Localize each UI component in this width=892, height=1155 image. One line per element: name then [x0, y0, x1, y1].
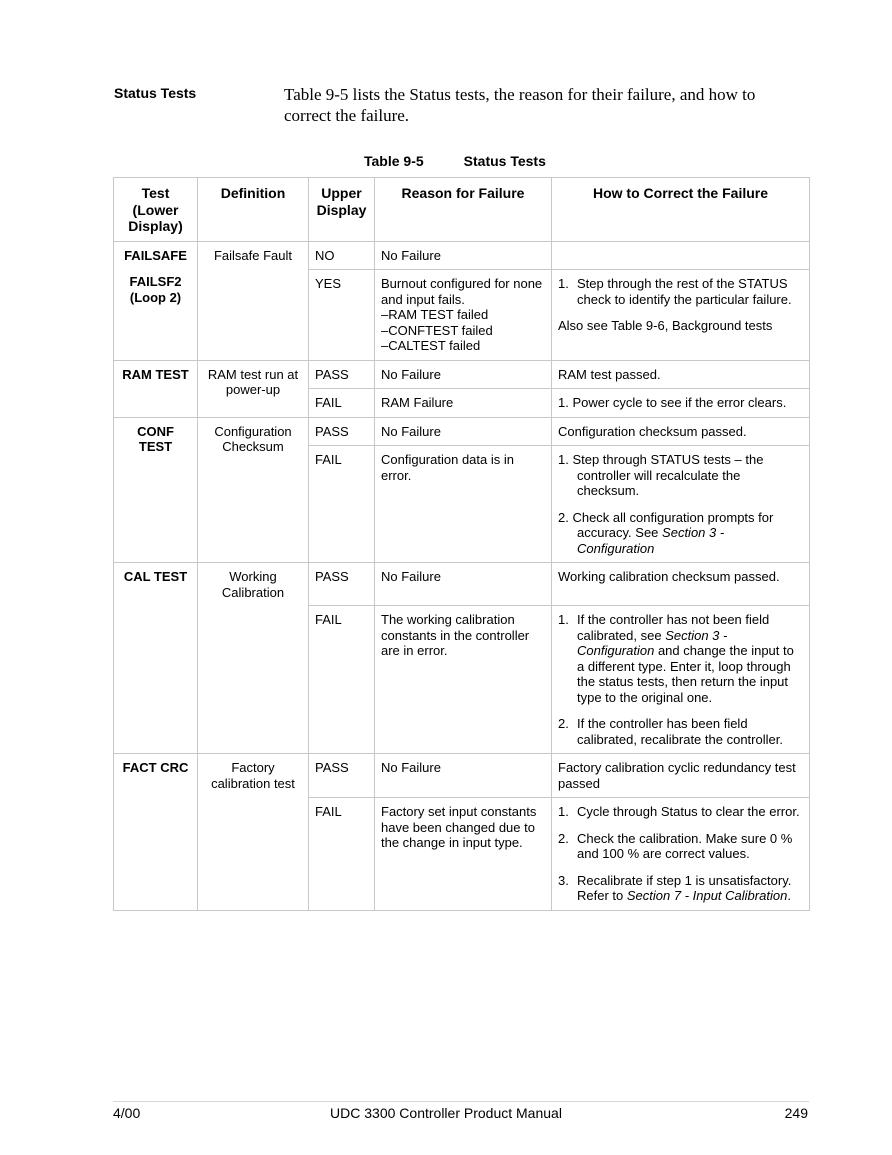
header-test: Test (Lower Display): [114, 178, 198, 242]
upper-display-cell: NO: [309, 241, 375, 270]
reason-line: –CALTEST failed: [381, 338, 481, 353]
correction-step: 2. If the controller has been field calibrated, recalibrate the controller.: [558, 716, 783, 747]
footer-date: 4/00: [113, 1105, 141, 1121]
correction-cell: Factory calibration cyclic redundancy test passed: [552, 754, 810, 798]
upper-display-cell: FAIL: [309, 389, 375, 418]
correction-cell: RAM test passed.: [552, 360, 810, 389]
correction-cell: [552, 606, 810, 754]
correction-step: 1. Cycle through Status to clear the error.: [558, 804, 800, 819]
correction-cell: [552, 446, 810, 563]
correction-note: Also see Table 9-6, Background tests: [558, 318, 773, 333]
correction-step: 1. Step through the rest of the STATUS check to identify the particular failure.: [558, 276, 792, 307]
table-caption-title: Status Tests: [463, 153, 546, 169]
test-cell-ram: RAM TEST: [114, 360, 198, 417]
reason-cell: Configuration data is in error.: [375, 446, 552, 563]
table-row: [114, 754, 810, 798]
header-reason: Reason for Failure: [375, 178, 552, 242]
upper-display-cell: PASS: [309, 360, 375, 389]
header-definition: Definition: [198, 178, 309, 242]
definition-cell: Failsafe Fault: [198, 241, 309, 360]
table-row: [114, 241, 810, 270]
test-cell-cal: CAL TEST: [114, 563, 198, 754]
reason-cell: No Failure: [375, 360, 552, 389]
upper-display-cell: YES: [309, 270, 375, 361]
header-correction: How to Correct the Failure: [552, 178, 810, 242]
correction-step: 2. Check all configuration prompts for accuracy. See Section 3 - Configuration: [558, 509, 774, 556]
correction-step: 1. Step through STATUS tests – the controller will recalculate the checksum.: [558, 452, 764, 498]
reason-line: –CONFTEST failed: [381, 322, 493, 338]
correction-cell: [552, 798, 810, 911]
reason-cell: [375, 270, 552, 361]
upper-display-cell: PASS: [309, 754, 375, 798]
correction-cell: [552, 241, 810, 270]
reason-cell: Factory set input constants have been changed due to the change in input type.: [375, 798, 552, 911]
table-header-row: [114, 178, 810, 242]
footer-page-number: 249: [784, 1105, 808, 1121]
footer-title: UDC 3300 Controller Product Manual: [330, 1105, 562, 1121]
correction-cell: [552, 270, 810, 361]
reason-line: Burnout configured for none and input fails.: [381, 276, 543, 307]
header-upper-display: Upper Display: [309, 178, 375, 242]
reason-cell: No Failure: [375, 241, 552, 270]
test-name-loop2: FAILSF2 (Loop 2): [129, 274, 182, 305]
reason-cell: No Failure: [375, 417, 552, 446]
table-caption: [364, 153, 546, 169]
correction-cell: Working calibration checksum passed.: [552, 563, 810, 606]
section-reference: Section 3 - Configuration: [577, 525, 725, 556]
table-row: [114, 563, 810, 606]
definition-cell: Working Calibration: [198, 563, 309, 754]
upper-display-cell: FAIL: [309, 606, 375, 754]
status-tests-table: [113, 177, 810, 911]
definition-cell: RAM test run at power-up: [198, 360, 309, 417]
definition-cell: Configuration Checksum: [198, 417, 309, 563]
section-heading: Status Tests: [114, 85, 197, 101]
footer-divider: [113, 1101, 809, 1102]
correction-cell: Configuration checksum passed.: [552, 417, 810, 446]
section-reference: Section 3 - Configuration: [577, 627, 728, 658]
reason-line: –RAM TEST failed: [381, 307, 489, 322]
table-row: [114, 360, 810, 389]
table-row: [114, 417, 810, 446]
correction-step: 2. Check the calibration. Make sure 0 % and 100 % are correct values.: [558, 830, 793, 861]
upper-display-cell: PASS: [309, 417, 375, 446]
test-cell-failsafe: [114, 241, 198, 360]
test-name: FAILSAFE: [124, 247, 187, 263]
reason-cell: RAM Failure: [375, 389, 552, 418]
correction-cell: 1. Power cycle to see if the error clears.: [552, 389, 810, 418]
correction-step: 1. If the controller has not been field calibrated, see Section 3 - Configuration and change the input to a different type. Enter it, loop through the status tests, then return the input type to the original one.: [558, 612, 794, 705]
upper-display-cell: FAIL: [309, 798, 375, 911]
section-reference: Section 7 - Input Calibration: [626, 888, 788, 903]
upper-display-cell: PASS: [309, 563, 375, 606]
upper-display-cell: FAIL: [309, 446, 375, 563]
definition-cell: Factory calibration test: [198, 754, 309, 911]
table-caption-number: Table 9-5: [364, 153, 424, 169]
test-cell-conf: CONF TEST: [114, 417, 198, 563]
test-cell-fact: FACT CRC: [114, 754, 198, 911]
correction-step: 3. Recalibrate if step 1 is unsatisfactory. Refer to Section 7 - Input Calibration.: [558, 872, 792, 903]
reason-cell: The working calibration constants in the controller are in error.: [375, 606, 552, 754]
reason-cell: No Failure: [375, 754, 552, 798]
reason-cell: No Failure: [375, 563, 552, 606]
intro-paragraph: Table 9-5 lists the Status tests, the reason for their failure, and how to correct the failure.: [284, 85, 756, 125]
